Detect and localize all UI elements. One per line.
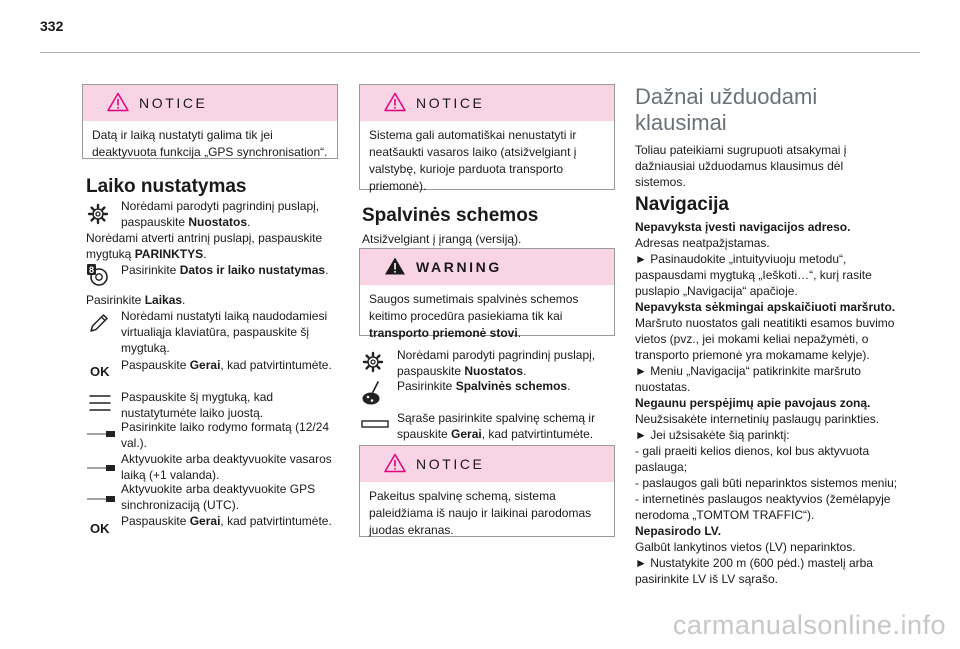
notice-text: Sistema gali automatiškai nenustatyti ir neatšaukti vasaros laiko (atsižvelgiant į valstybę, kurioje parduota transporto priemonė).	[369, 128, 577, 193]
warning-box	[359, 248, 615, 340]
svg-text:8: 8	[88, 265, 95, 275]
page-number: 332	[40, 18, 64, 34]
toggle-switch-icon	[86, 427, 116, 439]
time-step-7: Paspauskite šį mygtuką, kad nustatytumėte laiko juostą.	[121, 390, 274, 420]
notice-box-summer-time	[359, 84, 615, 193]
time-step-9: Aktyvuokite arba deaktyvuokite vasaros laiką (+1 valanda).	[121, 452, 332, 482]
color-schemes-intro: Atsižvelgiant į įrangą (versiją).	[362, 232, 522, 246]
toggle-switch-icon	[86, 492, 116, 504]
color-step-3: Sąraše pasirinkite spalvinę schemą ir spauskite Gerai, kad patvirtintumėte.	[397, 411, 596, 441]
warning-title: WARNING	[416, 259, 502, 275]
detail-2: - paslaugos gali būti neparinktos sistemos meniu;	[635, 476, 898, 490]
color-step-2: Pasirinkite Spalvinės schemos.	[397, 379, 571, 393]
faq-heading: Dažnai užduodami klausimai	[635, 84, 818, 135]
answer-1: Adresas neatpažįstamas.	[635, 236, 770, 250]
notice-header	[360, 85, 614, 121]
ok-icon: OK	[90, 364, 110, 379]
notice-title: NOTICE	[416, 456, 485, 472]
warning-triangle-icon	[384, 453, 406, 473]
answer-2: Maršruto nuostatos gali neatitikti esamos buvimo vietos (pvz., jei mokami keliai nepažymėti, o transporto priemonė yra mokamame kelyje).	[635, 316, 895, 362]
toggle-switch-icon	[86, 461, 116, 473]
solution-2: ► Meniu „Navigacija“ patikrinkite maršruto nuostatas.	[635, 364, 861, 394]
time-step-10: Aktyvuokite arba deaktyvuokite GPS sinchronizaciją (UTC).	[121, 482, 316, 512]
time-step-8: Pasirinkite laiko rodymo formatą (12/24 val.).	[121, 420, 330, 450]
warning-text: Saugos sumetimais spalvinės schemos keitimo procedūra pasiekiama tik kai transporto priemonė stovi.	[369, 292, 579, 340]
top-divider	[40, 52, 920, 53]
question-3: Negaunu perspėjimų apie pavojaus zoną.	[635, 396, 871, 410]
notice-header	[360, 446, 614, 482]
notice-box-restart	[359, 445, 615, 537]
time-step-3: Pasirinkite Datos ir laiko nustatymas.	[121, 263, 329, 277]
warning-triangle-icon	[384, 92, 406, 112]
time-step-6: Paspauskite Gerai, kad patvirtintumėte.	[121, 358, 332, 372]
time-step-5: Norėdami nustatyti laiką naudodamiesi virtualiąja klaviatūra, paspauskite šį mygtuką.	[121, 309, 328, 355]
section-heading-time: Laiko nustatymas	[86, 176, 247, 197]
gear-icon	[362, 351, 384, 373]
notice-title: NOTICE	[139, 95, 208, 111]
question-4: Nepasirodo LV.	[635, 524, 722, 538]
question-2: Nepavyksta sėkmingai apskaičiuoti maršruto.	[635, 300, 896, 314]
detail-1: - gali praeiti kelios dienos, kol bus aktyvuota paslauga;	[635, 444, 870, 474]
navigation-heading: Navigacija	[635, 194, 729, 215]
time-step-11: Paspauskite Gerai, kad patvirtintumėte.	[121, 514, 332, 528]
question-1: Nepavyksta įvesti navigacijos adreso.	[635, 220, 851, 234]
solution-3: ► Jei užsisakėte šią parinktį:	[635, 428, 790, 442]
notice-title: NOTICE	[416, 95, 485, 111]
faq-navigation-body	[635, 219, 903, 587]
detail-3: - internetinės paslaugos neaktyvios (žemėlapyje nerodoma „TOMTOM TRAFFIC“).	[635, 492, 891, 522]
notice-text: Datą ir laiką nustatyti galima tik jei deaktyvuota funkcija „GPS synchronisation“.	[92, 128, 328, 159]
paintbrush-palette-icon	[361, 380, 385, 406]
list-item-icon	[361, 419, 389, 429]
time-step-2: Norėdami atverti antrinį puslapį, paspauskite mygtuką PARINKTYS.	[86, 231, 323, 261]
faq-intro: Toliau pateikiami sugrupuoti atsakymai į dažniausiai užduodamus klausimus dėl sistemos.	[635, 143, 847, 189]
notice-header	[83, 85, 337, 121]
section-heading-color-schemes: Spalvinės schemos	[362, 205, 539, 226]
answer-3: Neužsisakėte internetinių paslaugų parinkties.	[635, 412, 880, 426]
pencil-icon	[88, 312, 110, 334]
gear-icon	[87, 203, 109, 225]
options-settings-icon	[86, 263, 110, 287]
warning-triangle-icon	[384, 256, 406, 276]
solution-4: ► Nustatykite 200 m (600 pėd.) mastelį arba pasirinkite LV iš LV sąrašo.	[635, 556, 873, 586]
notice-box-gps	[82, 84, 338, 159]
answer-4: Galbūt lankytinos vietos (LV) neparinktos.	[635, 540, 856, 554]
time-step-4: Pasirinkite Laikas.	[86, 293, 186, 307]
color-step-1: Norėdami parodyti pagrindinį puslapį, paspauskite Nuostatos.	[397, 348, 596, 378]
solution-1: ► Pasinaudokite „intuityviuoju metodu“, paspausdami mygtuką „Ieškoti…“, kurį rasite puslapio „Navigacija“ apačioje.	[635, 252, 872, 298]
time-step-1: Norėdami parodyti pagrindinį puslapį, paspauskite Nuostatos.	[121, 199, 320, 229]
list-menu-icon	[88, 393, 112, 413]
notice-text: Pakeitus spalvinę schemą, sistema paleidžiama iš naujo ir laikinai parodomas juodas ekranas.	[369, 489, 592, 537]
warning-header	[360, 249, 614, 285]
watermark: carmanualsonline.info	[672, 610, 946, 640]
ok-icon: OK	[90, 521, 110, 536]
warning-triangle-icon	[107, 92, 129, 112]
